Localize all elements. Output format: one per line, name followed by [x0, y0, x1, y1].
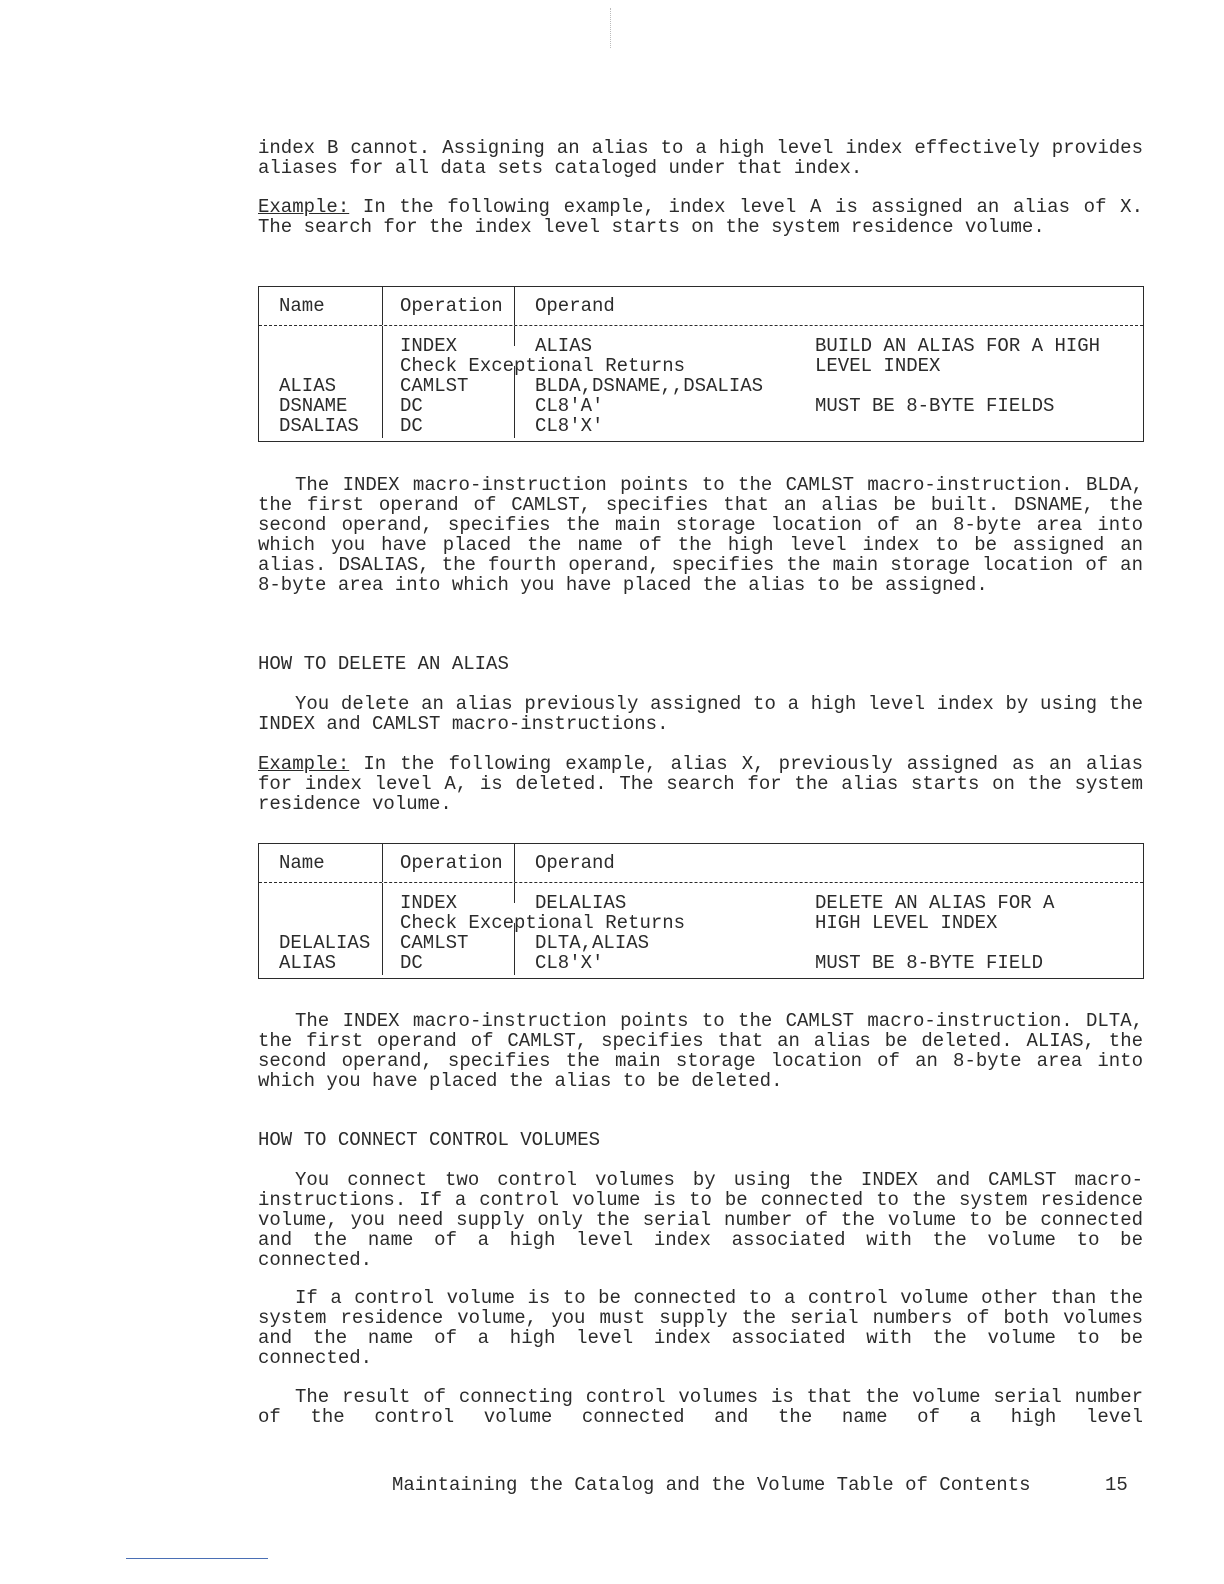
paragraph-2: [258, 1011, 1143, 1091]
table-comment: LEVEL INDEX: [815, 355, 941, 377]
paragraph-text: The INDEX macro-instruction points to the CAMLST macro-instruction. BLDA, the first operand of CAMLST, specifies that an alias be built. DSNAME, the second operand, specifies the main storage location of an 8-byte area into which you have placed the name of the high level index to be assigned an alias. DSALIAS, the fourth operand, specifies the main storage location of an 8-byte area into which you have placed the alias to be assigned.: [258, 474, 1143, 596]
table-cell: CAMLST: [400, 932, 469, 954]
table-cell: DELALIAS: [535, 892, 627, 914]
header-name: Name: [279, 295, 325, 317]
example-text: In the following example, alias X, previously assigned as an alias for index level A, is deleted. The search for the alias starts on the system residence volume.: [258, 753, 1143, 815]
table-cell: ALIAS: [279, 952, 337, 974]
table-header: [259, 287, 1143, 326]
table-comment: DELETE AN ALIAS FOR A: [815, 892, 1055, 914]
table-cell: INDEX: [400, 335, 458, 357]
header-operation: Operation: [400, 295, 503, 317]
scan-edge-line: [126, 1558, 268, 1559]
intro-paragraph: [258, 138, 1143, 178]
scan-mark: [610, 8, 611, 48]
table-cell: Check Exceptional Returns: [400, 355, 686, 377]
paragraph-text: The INDEX macro-instruction points to the CAMLST macro-instruction. DLTA, the first operand of CAMLST, specifies that an alias be deleted. ALIAS, the second operand, specifies the main storage location of an 8-byte area into which you have placed the alias to be deleted.: [258, 1010, 1143, 1092]
table-cell: CL8'X': [535, 415, 604, 437]
table-comment: BUILD AN ALIAS FOR A HIGH: [815, 335, 1101, 357]
table-comment: MUST BE 8-BYTE FIELD: [815, 952, 1044, 974]
table-cell: DSNAME: [279, 395, 348, 417]
table-cell: DSALIAS: [279, 415, 359, 437]
paragraph-text: The result of connecting control volumes is that the volume serial number of the control volume connected and the name of a high level: [258, 1386, 1143, 1428]
table-cell: Check Exceptional Returns: [400, 912, 686, 934]
example-label: Example:: [258, 753, 350, 775]
paragraph-connect-3: [258, 1387, 1143, 1427]
table-cell: ALIAS: [279, 375, 337, 397]
intro-text: index B cannot. Assigning an alias to a high level index effectively provides aliases for all data sets cataloged under that index.: [258, 137, 1143, 179]
table-body: [259, 326, 1143, 438]
paragraph-text: You connect two control volumes by using the INDEX and CAMLST macro-instructions. If a control volume is to be connected to the system residence volume, you need supply only the serial number of the volume to be connected and the name of a high level index associated with the volume to be connected.: [258, 1169, 1143, 1271]
code-table-alias: [258, 286, 1144, 442]
heading-connect-volumes: HOW TO CONNECT CONTROL VOLUMES: [258, 1129, 601, 1151]
table-comment: MUST BE 8-BYTE FIELDS: [815, 395, 1055, 417]
table-cell: DC: [400, 415, 423, 437]
table-cell: CL8'X': [535, 952, 604, 974]
table-cell: DC: [400, 395, 423, 417]
table-comment: HIGH LEVEL INDEX: [815, 912, 998, 934]
paragraph-text: If a control volume is to be connected to a control volume other than the system residence volume, you must supply the serial numbers of both volumes and the name of a high level index associated with the volume to be connected.: [258, 1287, 1143, 1369]
table-cell: ALIAS: [535, 335, 593, 357]
table-cell: BLDA,DSNAME,,DSALIAS: [535, 375, 764, 397]
table-cell: DC: [400, 952, 423, 974]
example-2: [258, 754, 1143, 814]
table-body: [259, 883, 1143, 975]
example-1: [258, 197, 1143, 237]
table-cell: INDEX: [400, 892, 458, 914]
table-cell: CAMLST: [400, 375, 469, 397]
paragraph-1: [258, 475, 1143, 595]
running-footer: Maintaining the Catalog and the Volume Table of Contents: [392, 1474, 1031, 1496]
table-cell: DELALIAS: [279, 932, 371, 954]
code-table-delalias: [258, 843, 1144, 979]
paragraph-delete: [258, 694, 1143, 734]
table-header: [259, 844, 1143, 883]
example-label: Example:: [258, 196, 350, 218]
paragraph-text: You delete an alias previously assigned to a high level index by using the INDEX and CAMLST macro-instructions.: [258, 693, 1143, 735]
header-operation: Operation: [400, 852, 503, 874]
table-cell: DLTA,ALIAS: [535, 932, 650, 954]
table-cell: CL8'A': [535, 395, 604, 417]
header-name: Name: [279, 852, 325, 874]
example-text: In the following example, index level A is assigned an alias of X. The search for the index level starts on the system residence volume.: [258, 196, 1143, 238]
paragraph-connect-1: [258, 1170, 1143, 1270]
heading-delete-alias: HOW TO DELETE AN ALIAS: [258, 653, 509, 675]
header-operand: Operand: [535, 852, 615, 874]
header-operand: Operand: [535, 295, 615, 317]
page-number: 15: [1105, 1474, 1128, 1496]
paragraph-connect-2: [258, 1288, 1143, 1368]
